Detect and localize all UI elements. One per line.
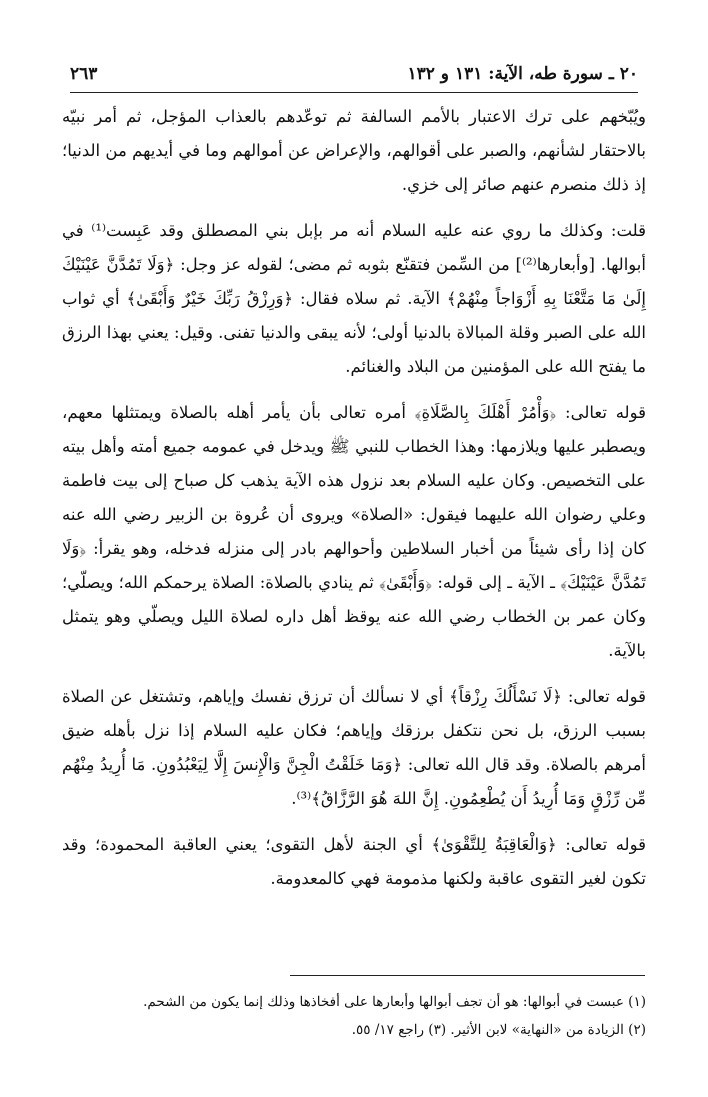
main-text bbox=[62, 100, 646, 908]
running-header bbox=[70, 62, 638, 93]
paragraph: قوله تعالى: ﴿لَا نَسْأَلُكَ رِزْقاً﴾ أي لا نسألك أن ترزق نفسك وإياهم، وتشتغل عن الصلاة بسبب الرزق، بل نحن نتكفل برزقك وإياهم؛ فكان عليه السلام إذا نزل بأهله ضيق أمرهم بالصلاة. وقد قال الله تعالى: ﴿وَمَا خَلَقْتُ الْجِنَّ وَالْإِنسَ إِلَّا لِيَعْبُدُونِ. مَا أُرِيدُ مِنْهُم مِّن رِّزْقٍ وَمَا أُرِيدُ أَن يُطْعِمُونِ. إِنَّ اللهَ هُوَ الرَّزَّاقُ﴾⁽³⁾. bbox=[62, 687, 646, 808]
page-number: ٢٦٣ bbox=[70, 64, 98, 84]
footnotes bbox=[62, 988, 646, 1044]
paragraph: قلت: وكذلك ما روي عنه عليه السلام أنه مر بإبل بني المصطلق وقد عَبِست⁽¹⁾ في أبوالها. [وأبعارها⁽²⁾] من السِّمن فتقنّع بثوبه ثم مضى؛ لقوله عز وجل: ﴿وَلَا تَمُدَّنَّ عَيْنَيْكَ إِلَىٰ مَا مَتَّعْنَا بِهِ أَزْوَاجاً مِنْهُمْ﴾ الآية. ثم سلاه فقال: ﴿وَرِزْقُ رَبِّكَ خَيْرٌ وَأَبْقَىٰ﴾ أي ثواب الله على الصبر وقلة المبالاة بالدنيا أولى؛ لأنه يبقى والدنيا تفنى. وقيل: يعني بهذا الرزق ما يفتح الله على المؤمنين من البلاد والغنائم. bbox=[62, 221, 647, 376]
paragraph: قوله تعالى: ﴿وَأْمُرْ أَهْلَكَ بِالصَّلَاةِ﴾ أمره تعالى بأن يأمر أهله بالصلاة ويمتثلها معهم، ويصطبر عليها ويلازمها: وهذا الخطاب للنبي ﷺ ويدخل في عمومه جميع أمته وأهل بيته على التخصيص. وكان عليه السلام بعد نزول هذه الآية يذهب كل صباح إلى بيت فاطمة وعلي رضوان الله عليهما فيقول: «الصلاة» ويروى أن عُروة بن الزبير رضي الله عنه كان إذا رأى شيئاً من أخبار السلاطين وأحوالهم بادر إلى منزله فدخله، وهو يقرأ: ﴿وَلَا تَمُدَّنَّ عَيْنَيْكَ﴾ ـ الآية ـ إلى قوله: ﴿وَأَبْقَىٰ﴾ ثم ينادي بالصلاة: الصلاة يرحمكم الله؛ ويصلّي؛ وكان عمر بن الخطاب رضي الله عنه يوقظ أهل داره لصلاة الليل ويصلّي وهو يتمثل بالآية. bbox=[62, 403, 646, 660]
footnote-divider bbox=[290, 975, 645, 976]
footnote: (٢) الزيادة من «النهاية» لابن الأثير. (٣) راجع ١٧/ ٥٥. bbox=[351, 1022, 646, 1038]
paragraph: ويُبّخهم على ترك الاعتبار بالأمم السالفة ثم توعّدهم بالعذاب المؤجل، ثم أمر نبيّه بالاحتقار لشأنهم، والصبر على أقوالهم، والإعراض عن أموالهم وما في أيديهم من الدنيا؛ إذ ذلك منصرم عنهم صائر إلى خزي. bbox=[62, 107, 646, 194]
paragraph: قوله تعالى: ﴿وَالْعَاقِبَةُ لِلتَّقْوَىٰ﴾ أي الجنة لأهل التقوى؛ يعني العاقبة المحمودة؛ وقد تكون لغير التقوى عاقبة ولكنها مذمومة فهي كالمعدومة. bbox=[62, 835, 646, 888]
surah-verse-title: ٢٠ ـ سورة طه، الآية: ١٣١ و ١٣٢ bbox=[407, 64, 638, 84]
footnote: (١) عبست في أبوالها: هو أن تجف أبوالها وأبعارها على أفخاذها وذلك إنما يكون من الشحم. bbox=[143, 994, 646, 1010]
